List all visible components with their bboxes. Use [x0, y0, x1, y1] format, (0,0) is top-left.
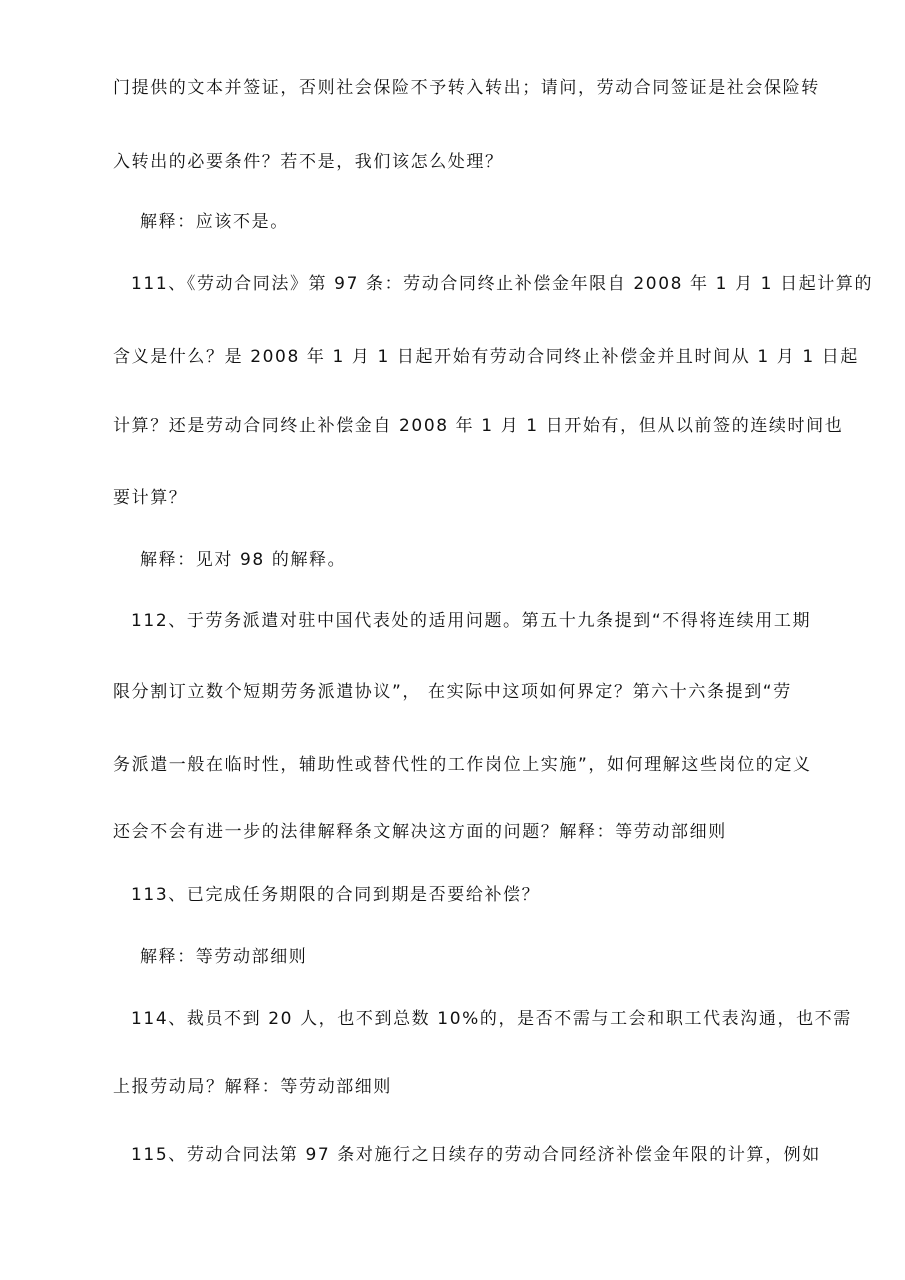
question-114-line-1: 114、裁员不到 20 人，也不到总数 10%的，是否不需与工会和职工代表沟通，也不需 — [131, 1009, 852, 1029]
text-line-2: 入转出的必要条件？若不是，我们该怎么处理？ — [113, 152, 504, 172]
question-114-line-2: 上报劳动局？解释：等劳动部细则 — [113, 1077, 392, 1097]
explanation-line-2: 解释：见对 98 的解释。 — [140, 550, 347, 570]
question-111-line-4: 要计算？ — [113, 488, 188, 508]
question-112-line-1: 112、于劳务派遣对驻中国代表处的适用问题。第五十九条提到“不得将连续用工期 — [131, 611, 812, 631]
question-111-line-2: 含义是什么？是 2008 年 1 月 1 日起开始有劳动合同终止补偿金并且时间从 1 月 1 日起 — [113, 347, 859, 367]
text-line-1: 门提供的文本并签证，否则社会保险不予转入转出；请问，劳动合同签证是社会保险转 — [113, 78, 820, 98]
question-113-line-1: 113、已完成任务期限的合同到期是否要给补偿？ — [131, 885, 541, 905]
question-111-line-1: 111、《劳动合同法》第 97 条：劳动合同终止补偿金年限自 2008 年 1 月 1 日起计算的 — [131, 274, 874, 294]
question-112-line-3: 务派遣一般在临时性，辅助性或替代性的工作岗位上实施”，如何理解这些岗位的定义 — [113, 755, 812, 775]
explanation-line-1: 解释：应该不是。 — [140, 212, 289, 232]
question-112-line-4: 还会不会有进一步的法律解释条文解决这方面的问题？解释：等劳动部细则 — [113, 822, 727, 842]
question-115-line-1: 115、劳动合同法第 97 条对施行之日续存的劳动合同经济补偿金年限的计算，例如 — [131, 1145, 821, 1165]
question-111-line-3: 计算？还是劳动合同终止补偿金自 2008 年 1 月 1 日开始有，但从以前签的连续时间也 — [113, 416, 844, 436]
explanation-line-3: 解释：等劳动部细则 — [140, 947, 308, 967]
question-112-line-2: 限分割订立数个短期劳务派遣协议”， 在实际中这项如何界定？第六十六条提到“劳 — [113, 682, 792, 702]
